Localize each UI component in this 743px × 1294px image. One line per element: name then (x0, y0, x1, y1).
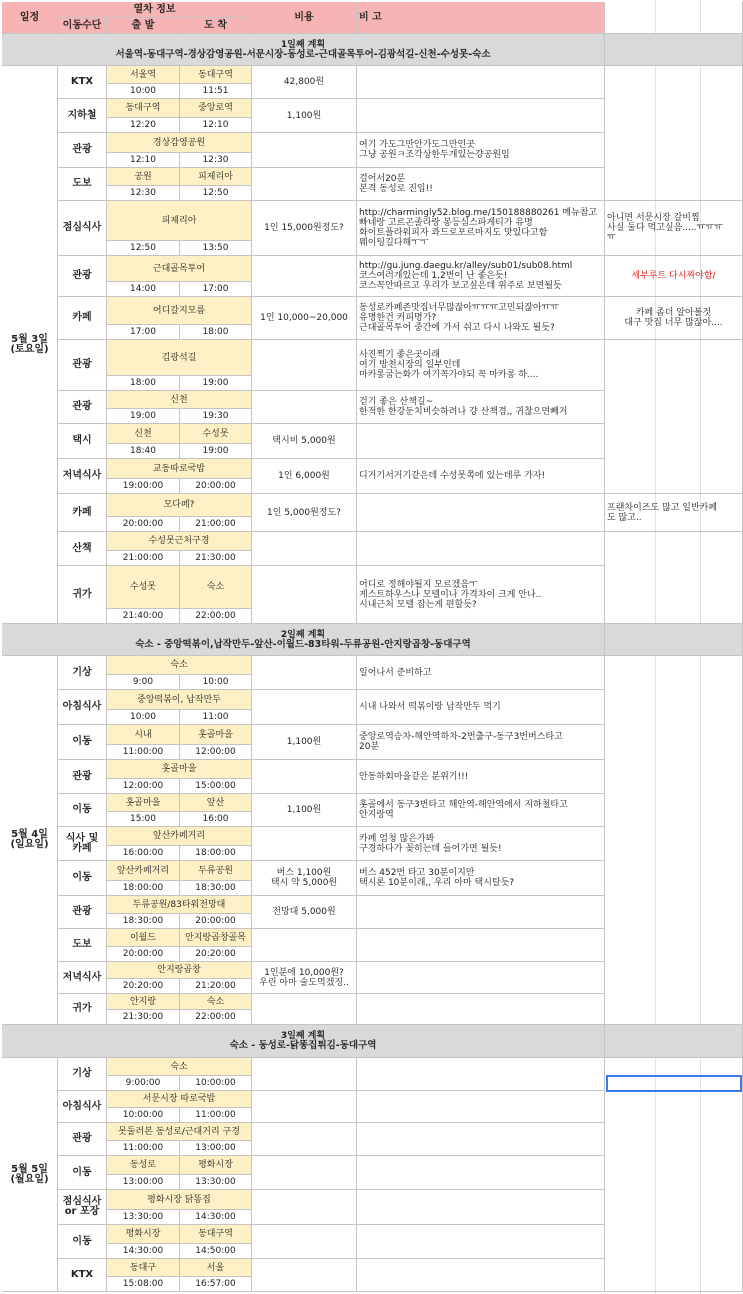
depart-time[interactable]: 18:30:00 (107, 914, 180, 929)
cost-cell[interactable]: 1,100원 (252, 725, 357, 760)
cost-cell[interactable] (252, 1156, 357, 1190)
note-cell[interactable] (357, 1190, 605, 1225)
arrive-time[interactable]: 17:00 (180, 282, 252, 297)
depart-time[interactable]: 9:00:00 (107, 1076, 180, 1091)
cost-cell[interactable]: 1인 6,000원 (252, 459, 357, 494)
note-cell[interactable] (357, 1091, 605, 1123)
arrive-time[interactable]: 18:00:00 (180, 846, 252, 861)
cost-cell[interactable]: 42,800원 (252, 66, 357, 99)
place-name[interactable]: 두류공원/83타워전망대 (107, 896, 252, 914)
place-name[interactable]: 교동따로국밥 (107, 459, 252, 479)
arrive-time[interactable]: 19:00 (180, 444, 252, 459)
depart-time[interactable]: 10:00 (107, 84, 180, 99)
depart-place[interactable]: 시내 (107, 725, 180, 745)
arrive-place[interactable]: 숙소 (180, 994, 252, 1010)
arrive-place[interactable]: 서울 (180, 1259, 252, 1277)
note-cell[interactable] (357, 424, 605, 459)
note-cell[interactable]: 걸어서20분 본격 동성로 진입!! (357, 168, 605, 201)
header-note: 비 고 (357, 2, 605, 34)
cost-cell[interactable] (252, 994, 357, 1025)
arrive-time[interactable]: 12:50 (180, 186, 252, 201)
depart-time[interactable]: 21:00:00 (107, 551, 180, 566)
day-title: 1일째 계획 (280, 39, 326, 50)
arrive-place[interactable]: 앞산 (180, 794, 252, 812)
cost-cell[interactable] (252, 391, 357, 424)
arrive-place[interactable]: 평화시장 (180, 1156, 252, 1175)
depart-time[interactable]: 21:30:00 (107, 1010, 180, 1025)
depart-time[interactable]: 15:08:00 (107, 1277, 180, 1292)
activity-label: 이동 (58, 794, 107, 827)
note-cell[interactable] (357, 1123, 605, 1156)
arrive-time[interactable]: 19:00 (180, 376, 252, 391)
activity-label: 식사 및 카페 (58, 827, 107, 861)
header-transport: 이동수단 (58, 18, 107, 34)
arrive-time[interactable]: 13:00:00 (180, 1141, 252, 1156)
day-route: 숙소 - 동성로-닭똥집튀김-동대구역 (229, 1040, 377, 1051)
depart-time[interactable]: 17:00 (107, 325, 180, 340)
activity-label: 이동 (58, 1225, 107, 1259)
activity-label: 점심식사 or 포장 (58, 1190, 107, 1225)
cost-cell[interactable] (252, 656, 357, 690)
empty-cell[interactable] (605, 532, 743, 624)
arrive-place[interactable]: 동대구역 (180, 66, 252, 84)
header-depart: 출 발 (107, 18, 180, 34)
arrive-time[interactable]: 11:00:00 (180, 1108, 252, 1123)
note-cell[interactable] (357, 1156, 605, 1190)
note-cell[interactable]: 어디로 정해야될지 모르겠음ㅜ 게스트하우스나 모텔이나 가격차이 크게 안나.. 시내근처 모텔 잡는게 편할듯? (357, 566, 605, 624)
arrive-place[interactable]: 안지랑곱창골목 (180, 929, 252, 947)
empty-cell (605, 624, 743, 656)
activity-label: 관광 (58, 1123, 107, 1156)
day-route: 서울역-동대구역-경상감영공원-서문시장-동성로-근대골목투어-김광석길-신천-수성못-숙소 (115, 48, 491, 60)
note-cell[interactable] (357, 1058, 605, 1091)
cost-cell[interactable] (252, 256, 357, 297)
activity-label: 귀가 (58, 994, 107, 1025)
place-name[interactable]: 숙소 (107, 656, 252, 675)
empty-cell[interactable] (605, 1058, 743, 1292)
note-cell[interactable]: 여기 가도그만안가도그만인곳 그냥 공원ㅋ조각상한두개있는걍공원임 (357, 133, 605, 168)
arrive-time[interactable]: 14:30:00 (180, 1210, 252, 1225)
activity-label: 아침식사 (58, 690, 107, 725)
arrive-place[interactable]: 피제리아 (180, 168, 252, 186)
note-cell[interactable]: http://charmingly52.blog.me/150188880261 메뉴참고 빠네랑 고르곤졸라랑 봉등심스파게티가 유명 화이트플라워피자 콰드로포르마지도 맛있다고함 웨이팅길다해ㅜㅜ (357, 201, 605, 256)
cost-cell[interactable]: 1인분에 10,000원? 우린 아마 술도먹겠징.. (252, 962, 357, 994)
activity-label: 카페 (58, 494, 107, 532)
activity-label: 이동 (58, 725, 107, 760)
activity-label: 저녁식사 (58, 962, 107, 994)
arrive-time[interactable]: 20:00:00 (180, 479, 252, 494)
arrive-time[interactable]: 12:30 (180, 153, 252, 168)
place-name[interactable]: 경상감영공원 (107, 133, 252, 153)
arrive-time[interactable]: 21:00:00 (180, 517, 252, 532)
cost-cell[interactable]: 1,100원 (252, 794, 357, 827)
activity-label: 도보 (58, 168, 107, 201)
note-cell[interactable]: 홋골에서 동구3번타고 해안역-해안역에서 지하철타고 안지랑역 (357, 794, 605, 827)
activity-label: 카페 (58, 297, 107, 340)
arrive-time[interactable]: 11:00 (180, 710, 252, 725)
depart-time[interactable]: 11:00:00 (107, 1141, 180, 1156)
day-banner (2, 34, 605, 66)
day-title: 2일째 계획 (280, 629, 326, 640)
day-banner (2, 624, 605, 656)
depart-time[interactable]: 19:00 (107, 409, 180, 424)
activity-label: KTX (58, 1259, 107, 1292)
empty-cell[interactable] (605, 66, 743, 201)
cost-cell[interactable] (252, 566, 357, 624)
header-train-info: 열차 정보 (58, 2, 252, 18)
note-cell[interactable] (357, 994, 605, 1025)
depart-place[interactable]: 동성로 (107, 1156, 180, 1175)
depart-time[interactable]: 10:00 (107, 710, 180, 725)
note-cell[interactable] (357, 99, 605, 133)
depart-time[interactable]: 14:00 (107, 282, 180, 297)
empty-cell (605, 34, 743, 66)
cost-cell[interactable] (252, 929, 357, 962)
activity-label: 점심식사 (58, 201, 107, 256)
side-note[interactable]: 카페 좀더 알아볼것 대구 맛집 너무 많잖아.... (605, 297, 743, 340)
depart-place[interactable]: 서울역 (107, 66, 180, 84)
note-cell[interactable]: 동성로카페존맛집너무많잖아ㅠㅠㅠ고민되잖아ㅠㅠ 유명한건 커피명가? 근대골목투어 중간에 가서 쉬고 다시 나와도 될듯? (357, 297, 605, 340)
note-cell[interactable]: 안동하회마을같은 분위기!!! (357, 760, 605, 794)
depart-time[interactable]: 10:00:00 (107, 1108, 180, 1123)
note-cell[interactable]: 중앙로역승차-해안역하차-2번출구-동구3번버스타고 20분 (357, 725, 605, 760)
arrive-time[interactable]: 21:30:00 (180, 551, 252, 566)
depart-place[interactable]: 홋골마을 (107, 794, 180, 812)
arrive-time[interactable]: 22:00:00 (180, 1010, 252, 1025)
cost-cell[interactable] (252, 690, 357, 725)
header-cost: 비용 (252, 2, 357, 34)
cost-cell[interactable] (252, 1190, 357, 1225)
side-note[interactable]: 프랜차이즈도 많고 일반카페 도 많고.. (605, 494, 743, 532)
note-cell[interactable] (357, 494, 605, 532)
place-name[interactable]: 숙소 (107, 1058, 252, 1076)
note-cell[interactable]: 버스 452번 타고 30분이지만 택시론 10분이래,, 우리 아마 택시탈듯? (357, 861, 605, 896)
arrive-place[interactable]: 수성못 (180, 424, 252, 444)
cost-cell[interactable] (252, 1091, 357, 1123)
activity-label: 귀가 (58, 566, 107, 624)
cost-cell[interactable]: 1인 5,000원정도? (252, 494, 357, 532)
day-route: 숙소 - 중앙떡볶이,납작만두-앞산-이월드-83타워-두류공원-안지랑곱창-동대구역 (135, 638, 471, 650)
arrive-place[interactable]: 동대구역 (180, 1225, 252, 1244)
selected-cell[interactable] (606, 1075, 742, 1092)
depart-time[interactable]: 12:20 (107, 118, 180, 133)
place-name[interactable]: 신천 (107, 391, 252, 409)
cost-cell[interactable] (252, 827, 357, 861)
depart-time[interactable]: 13:30:00 (107, 1210, 180, 1225)
activity-label: 관광 (58, 391, 107, 424)
side-note[interactable]: 세부루트 다시짜야함/ (605, 256, 743, 297)
place-name[interactable]: 수성못근처구경 (107, 532, 252, 551)
arrive-time[interactable]: 21:20:00 (180, 979, 252, 994)
activity-label: 이동 (58, 861, 107, 896)
arrive-time[interactable]: 19:30 (180, 409, 252, 424)
empty-cell[interactable] (605, 656, 743, 1025)
cost-cell[interactable] (252, 168, 357, 201)
place-name[interactable]: 김광석길 (107, 340, 252, 376)
note-cell[interactable]: 일어나서 준비하고 (357, 656, 605, 690)
activity-label: 지하철 (58, 99, 107, 133)
header-schedule: 일정 (2, 2, 58, 34)
note-cell[interactable]: 걷기 좋은 산책길~ 한적한 한강둔치비슷하려나 걍 산책겸,, 귀찮으면빼거 (357, 391, 605, 424)
depart-time[interactable]: 20:00:00 (107, 947, 180, 962)
activity-label: 이동 (58, 1156, 107, 1190)
note-cell[interactable]: 시내 나와서 떡볶이랑 납작만두 먹기 (357, 690, 605, 725)
depart-time[interactable]: 21:40:00 (107, 609, 180, 624)
depart-time[interactable]: 18:00 (107, 376, 180, 391)
empty-cell (605, 1025, 743, 1058)
activity-label: KTX (58, 66, 107, 99)
note-cell[interactable] (357, 1259, 605, 1292)
activity-label: 저녁식사 (58, 459, 107, 494)
cost-cell[interactable] (252, 340, 357, 391)
cost-cell[interactable]: 전망대 5,000원 (252, 896, 357, 929)
depart-time[interactable]: 14:30:00 (107, 1244, 180, 1259)
arrive-time[interactable]: 15:00:00 (180, 779, 252, 794)
place-name[interactable]: 모다페? (107, 494, 252, 517)
activity-label: 관광 (58, 896, 107, 929)
depart-place[interactable]: 평화시장 (107, 1225, 180, 1244)
place-name[interactable]: 앞산카페거리 (107, 827, 252, 846)
cost-cell[interactable]: 1인 15,000원정도? (252, 201, 357, 256)
depart-place[interactable]: 수성못 (107, 566, 180, 609)
depart-time[interactable]: 9:00 (107, 675, 180, 690)
depart-time[interactable]: 19:00:00 (107, 479, 180, 494)
depart-time[interactable]: 18:00:00 (107, 881, 180, 896)
depart-time[interactable]: 20:20:00 (107, 979, 180, 994)
day-banner (2, 1025, 605, 1058)
depart-place[interactable]: 안지랑 (107, 994, 180, 1010)
depart-time[interactable]: 13:00:00 (107, 1175, 180, 1190)
empty-cell (605, 2, 743, 34)
arrive-place[interactable]: 홋골마을 (180, 725, 252, 745)
arrive-time[interactable]: 11:51 (180, 84, 252, 99)
arrive-time[interactable]: 20:20:00 (180, 947, 252, 962)
note-cell[interactable]: http://gu.jung.daegu.kr/alley/sub01/sub08.html 코스여러개있는데 1,2번이 난 좋은듯! 코스꼭안따르고 우리가 보고싶은데 위주로 보면될듯 (357, 256, 605, 297)
note-cell[interactable] (357, 929, 605, 962)
cost-cell[interactable] (252, 1225, 357, 1259)
depart-place[interactable]: 동대구역 (107, 99, 180, 118)
place-name[interactable]: 중앙떡볶이, 납작만두 (107, 690, 252, 710)
cost-cell[interactable] (252, 760, 357, 794)
side-note[interactable]: 아니면 서문시장 갈비찜 사실 둘다 먹고싶음.....ㅠㅠㅠ ㅠ (605, 201, 743, 256)
depart-place[interactable]: 공원 (107, 168, 180, 186)
activity-label: 관광 (58, 133, 107, 168)
depart-time[interactable]: 15:00 (107, 812, 180, 827)
depart-time[interactable]: 12:30 (107, 186, 180, 201)
cost-cell[interactable] (252, 1123, 357, 1156)
activity-label: 관광 (58, 340, 107, 391)
place-name[interactable]: 안지랑곱창 (107, 962, 252, 979)
day-title: 3일째 계획 (280, 1031, 326, 1041)
cost-cell[interactable]: 1,100원 (252, 99, 357, 133)
activity-label: 관광 (58, 760, 107, 794)
place-name[interactable]: 어디갈지모름 (107, 297, 252, 325)
arrive-time[interactable]: 10:00:00 (180, 1076, 252, 1091)
depart-time[interactable]: 12:50 (107, 241, 180, 256)
activity-label: 기상 (58, 1058, 107, 1091)
depart-place[interactable]: 이월드 (107, 929, 180, 947)
arrive-time[interactable]: 16:57:00 (180, 1277, 252, 1292)
arrive-time[interactable]: 16:00 (180, 812, 252, 827)
arrive-time[interactable]: 18:30:00 (180, 881, 252, 896)
cost-cell[interactable] (252, 133, 357, 168)
note-cell[interactable]: 사진찍기 좋은곳이래 여기 방천시장의 일부인데 마카롱굽는화가 여기꼭가야되 꼭 마카롱 하.... (357, 340, 605, 391)
activity-label: 아침식사 (58, 1091, 107, 1123)
arrive-time[interactable]: 12:10 (180, 118, 252, 133)
place-name[interactable]: 못둘러본 동성로/근대거리 구경 (107, 1123, 252, 1141)
arrive-place[interactable]: 숙소 (180, 566, 252, 609)
arrive-time[interactable]: 14:50:00 (180, 1244, 252, 1259)
note-cell[interactable] (357, 532, 605, 566)
depart-time[interactable]: 18:40 (107, 444, 180, 459)
depart-place[interactable]: 신천 (107, 424, 180, 444)
depart-time[interactable]: 20:00:00 (107, 517, 180, 532)
depart-time[interactable]: 16:00:00 (107, 846, 180, 861)
day-date: 5월 4일 (일요일) (2, 656, 58, 1025)
arrive-time[interactable]: 18:00 (180, 325, 252, 340)
cost-cell[interactable]: 버스 1,100원 택시 약 5,000원 (252, 861, 357, 896)
note-cell[interactable] (357, 962, 605, 994)
place-name[interactable]: 서문시장 따로국밥 (107, 1091, 252, 1108)
place-name[interactable]: 홋골마을 (107, 760, 252, 779)
note-cell[interactable]: 카페 엄청 많은가봐 구경하다가 꽂히는데 들어가면 될듯! (357, 827, 605, 861)
note-cell[interactable] (357, 66, 605, 99)
cost-cell[interactable] (252, 1259, 357, 1292)
cost-cell[interactable]: 택시비 5,000원 (252, 424, 357, 459)
activity-label: 산책 (58, 532, 107, 566)
place-name[interactable]: 평화시장 닭똥집 (107, 1190, 252, 1210)
depart-place[interactable]: 동대구 (107, 1259, 180, 1277)
arrive-time[interactable]: 22:00:00 (180, 609, 252, 624)
arrive-time[interactable]: 10:00 (180, 675, 252, 690)
arrive-time[interactable]: 13:30:00 (180, 1175, 252, 1190)
activity-label: 관광 (58, 256, 107, 297)
depart-time[interactable]: 12:10 (107, 153, 180, 168)
arrive-time[interactable]: 13:50 (180, 241, 252, 256)
cost-cell[interactable]: 1인 10,000~20,000 (252, 297, 357, 340)
note-cell[interactable] (357, 1225, 605, 1259)
depart-time[interactable]: 12:00:00 (107, 779, 180, 794)
arrive-place[interactable]: 두류공원 (180, 861, 252, 881)
activity-label: 기상 (58, 656, 107, 690)
activity-label: 택시 (58, 424, 107, 459)
day-date: 5월 5일 (월요일) (2, 1058, 58, 1292)
empty-cell[interactable] (605, 340, 743, 494)
arrive-time[interactable]: 12:00:00 (180, 745, 252, 760)
depart-time[interactable]: 11:00:00 (107, 745, 180, 760)
activity-label: 도보 (58, 929, 107, 962)
depart-place[interactable]: 앞산카페거리 (107, 861, 180, 881)
cost-cell[interactable] (252, 532, 357, 566)
arrive-time[interactable]: 20:00:00 (180, 914, 252, 929)
arrive-place[interactable]: 중앙로역 (180, 99, 252, 118)
note-cell[interactable] (357, 896, 605, 929)
header-arrive: 도 착 (180, 18, 252, 34)
day-date: 5월 3일 (토요일) (2, 66, 58, 624)
place-name[interactable]: 근대골목투어 (107, 256, 252, 282)
place-name[interactable]: 피제리아 (107, 201, 252, 241)
note-cell[interactable]: 디거기서거기같은데 수성못쪽에 있는데루 가자! (357, 459, 605, 494)
cost-cell[interactable] (252, 1058, 357, 1091)
